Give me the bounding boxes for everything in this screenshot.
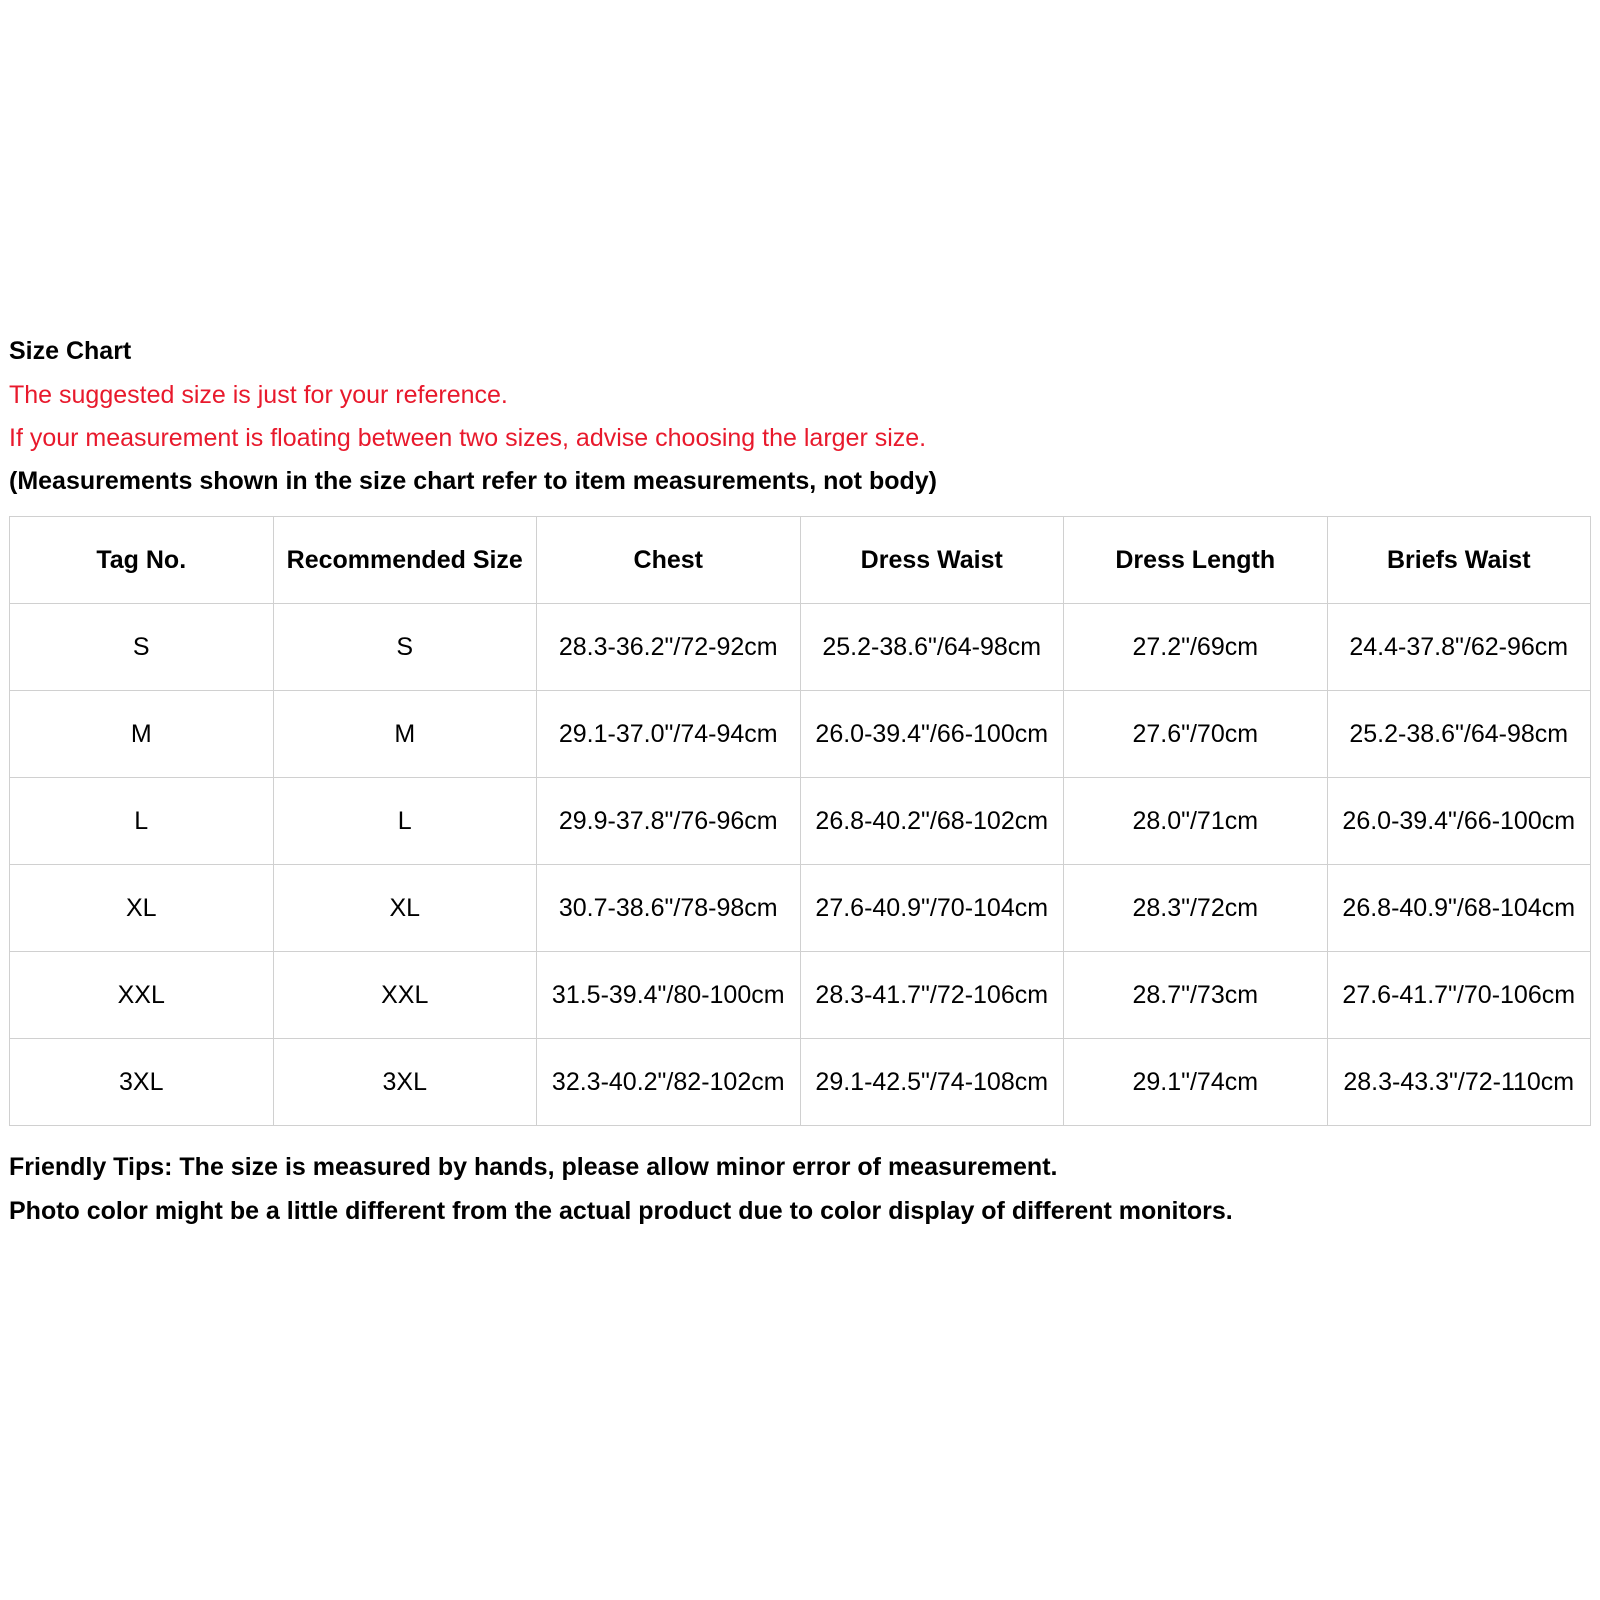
measurement-disclaimer: (Measurements shown in the size chart refer to item measurements, not body) bbox=[9, 467, 937, 495]
header-dress-length: Dress Length bbox=[1064, 517, 1328, 604]
table-row bbox=[10, 691, 1591, 778]
friendly-tip-measurement: Friendly Tips: The size is measured by hands, please allow minor error of measurement. bbox=[9, 1153, 1058, 1181]
header-briefs-waist: Briefs Waist bbox=[1327, 517, 1591, 604]
cell-recommended-size: XXL bbox=[273, 952, 537, 1039]
cell-dress-waist: 29.1-42.5"/74-108cm bbox=[800, 1039, 1064, 1126]
cell-dress-waist: 26.0-39.4"/66-100cm bbox=[800, 691, 1064, 778]
cell-recommended-size: 3XL bbox=[273, 1039, 537, 1126]
cell-briefs-waist: 28.3-43.3"/72-110cm bbox=[1327, 1039, 1591, 1126]
cell-briefs-waist: 27.6-41.7"/70-106cm bbox=[1327, 952, 1591, 1039]
page-title: Size Chart bbox=[9, 337, 132, 365]
cell-tag-no: XL bbox=[10, 865, 274, 952]
table-row bbox=[10, 952, 1591, 1039]
cell-dress-length: 28.0"/71cm bbox=[1064, 778, 1328, 865]
cell-chest: 31.5-39.4"/80-100cm bbox=[537, 952, 801, 1039]
header-recommended-size: Recommended Size bbox=[273, 517, 537, 604]
reference-note: The suggested size is just for your reference. bbox=[9, 381, 508, 409]
cell-tag-no: S bbox=[10, 604, 274, 691]
cell-dress-length: 29.1"/74cm bbox=[1064, 1039, 1328, 1126]
header-tag-no: Tag No. bbox=[10, 517, 274, 604]
table-header-row bbox=[10, 517, 1591, 604]
cell-chest: 29.1-37.0"/74-94cm bbox=[537, 691, 801, 778]
cell-recommended-size: L bbox=[273, 778, 537, 865]
header-chest: Chest bbox=[537, 517, 801, 604]
cell-tag-no: XXL bbox=[10, 952, 274, 1039]
table-row bbox=[10, 604, 1591, 691]
cell-dress-length: 27.6"/70cm bbox=[1064, 691, 1328, 778]
cell-briefs-waist: 25.2-38.6"/64-98cm bbox=[1327, 691, 1591, 778]
cell-briefs-waist: 26.0-39.4"/66-100cm bbox=[1327, 778, 1591, 865]
cell-dress-waist: 26.8-40.2"/68-102cm bbox=[800, 778, 1064, 865]
table-row bbox=[10, 778, 1591, 865]
cell-tag-no: L bbox=[10, 778, 274, 865]
friendly-tip-color: Photo color might be a little different from the actual product due to color display of different monitors. bbox=[9, 1197, 1233, 1225]
cell-dress-waist: 27.6-40.9"/70-104cm bbox=[800, 865, 1064, 952]
table-row bbox=[10, 1039, 1591, 1126]
sizing-advice-note: If your measurement is floating between two sizes, advise choosing the larger size. bbox=[9, 424, 927, 452]
cell-recommended-size: S bbox=[273, 604, 537, 691]
table-row bbox=[10, 865, 1591, 952]
cell-chest: 29.9-37.8"/76-96cm bbox=[537, 778, 801, 865]
cell-chest: 32.3-40.2"/82-102cm bbox=[537, 1039, 801, 1126]
header-dress-waist: Dress Waist bbox=[800, 517, 1064, 604]
cell-dress-length: 27.2"/69cm bbox=[1064, 604, 1328, 691]
cell-dress-waist: 28.3-41.7"/72-106cm bbox=[800, 952, 1064, 1039]
cell-dress-waist: 25.2-38.6"/64-98cm bbox=[800, 604, 1064, 691]
cell-chest: 30.7-38.6"/78-98cm bbox=[537, 865, 801, 952]
size-chart-table bbox=[9, 516, 1591, 1126]
cell-recommended-size: M bbox=[273, 691, 537, 778]
cell-recommended-size: XL bbox=[273, 865, 537, 952]
cell-briefs-waist: 24.4-37.8"/62-96cm bbox=[1327, 604, 1591, 691]
cell-briefs-waist: 26.8-40.9"/68-104cm bbox=[1327, 865, 1591, 952]
cell-dress-length: 28.3"/72cm bbox=[1064, 865, 1328, 952]
cell-tag-no: M bbox=[10, 691, 274, 778]
cell-chest: 28.3-36.2"/72-92cm bbox=[537, 604, 801, 691]
cell-tag-no: 3XL bbox=[10, 1039, 274, 1126]
cell-dress-length: 28.7"/73cm bbox=[1064, 952, 1328, 1039]
